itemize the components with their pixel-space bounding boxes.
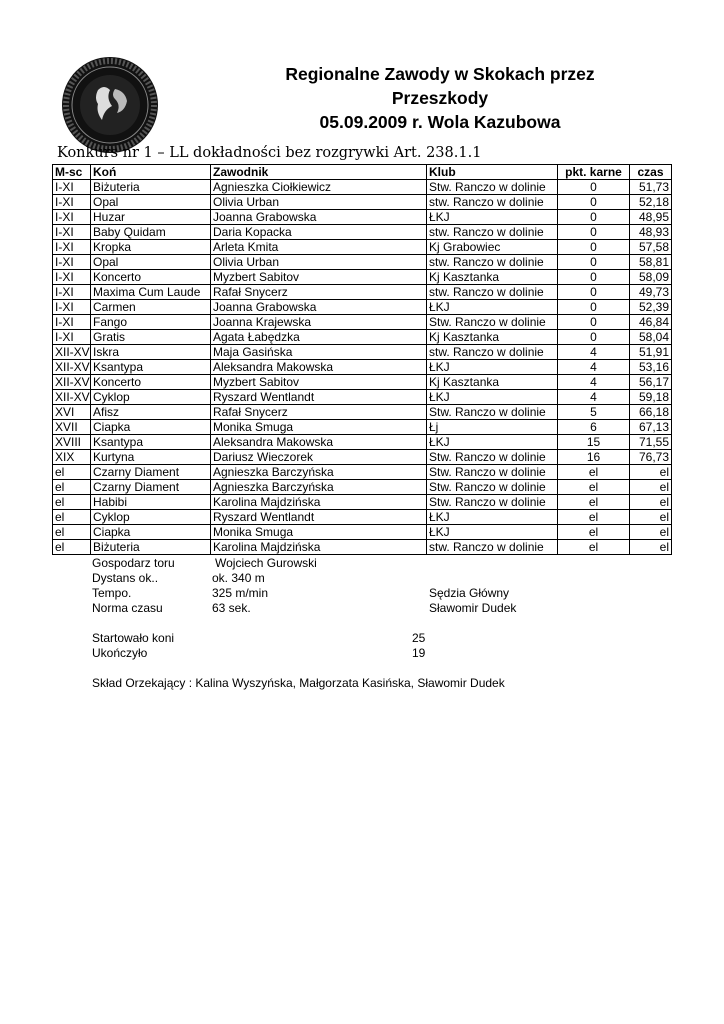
cell-place: XII-XV bbox=[53, 345, 91, 360]
cell-club: ŁKJ bbox=[427, 210, 558, 225]
cell-club: ŁKJ bbox=[427, 525, 558, 540]
cell-horse: Cyklop bbox=[91, 510, 211, 525]
cell-horse: Czarny Diament bbox=[91, 465, 211, 480]
cell-rider: Aleksandra Makowska bbox=[211, 435, 427, 450]
cell-penalty: 0 bbox=[558, 300, 630, 315]
cell-club: stw. Ranczo w dolinie bbox=[427, 540, 558, 555]
cell-rider: Myzbert Sabitov bbox=[211, 270, 427, 285]
cell-horse: Habibi bbox=[91, 495, 211, 510]
table-row bbox=[53, 345, 672, 360]
cell-horse: Carmen bbox=[91, 300, 211, 315]
cell-penalty: 0 bbox=[558, 195, 630, 210]
cell-penalty: 0 bbox=[558, 180, 630, 195]
cell-club: Kj Grabowiec bbox=[427, 240, 558, 255]
cell-rider: Dariusz Wieczorek bbox=[211, 450, 427, 465]
cell-rider: Maja Gasińska bbox=[211, 345, 427, 360]
cell-time: el bbox=[630, 525, 672, 540]
cell-club: stw. Ranczo w dolinie bbox=[427, 225, 558, 240]
table-row bbox=[53, 315, 672, 330]
started-label: Startowało koni bbox=[92, 631, 175, 645]
cell-place: el bbox=[53, 495, 91, 510]
cell-time: el bbox=[630, 480, 672, 495]
cell-penalty: 4 bbox=[558, 360, 630, 375]
time-norm-value: 63 sek. bbox=[212, 601, 251, 615]
cell-horse: Ciapka bbox=[91, 420, 211, 435]
cell-penalty: 5 bbox=[558, 405, 630, 420]
cell-place: el bbox=[53, 525, 91, 540]
cell-club: Stw. Ranczo w dolinie bbox=[427, 180, 558, 195]
cell-horse: Huzar bbox=[91, 210, 211, 225]
cell-rider: Olivia Urban bbox=[211, 255, 427, 270]
cell-rider: Karolina Majdzińska bbox=[211, 540, 427, 555]
cell-penalty: el bbox=[558, 480, 630, 495]
cell-time: 52,39 bbox=[630, 300, 672, 315]
cell-horse: Baby Quidam bbox=[91, 225, 211, 240]
cell-place: el bbox=[53, 465, 91, 480]
cell-time: el bbox=[630, 495, 672, 510]
cell-penalty: el bbox=[558, 495, 630, 510]
cell-penalty: 16 bbox=[558, 450, 630, 465]
cell-penalty: el bbox=[558, 510, 630, 525]
column-header-horse: Koń bbox=[91, 165, 211, 180]
cell-penalty: 0 bbox=[558, 270, 630, 285]
finished-value: 19 bbox=[412, 646, 426, 660]
host-value: Wojciech Gurowski bbox=[215, 556, 317, 570]
cell-place: el bbox=[53, 510, 91, 525]
cell-rider: Aleksandra Makowska bbox=[211, 360, 427, 375]
cell-club: Stw. Ranczo w dolinie bbox=[427, 465, 558, 480]
cell-penalty: 6 bbox=[558, 420, 630, 435]
cell-horse: Biżuteria bbox=[91, 540, 211, 555]
cell-club: ŁKJ bbox=[427, 390, 558, 405]
cell-place: I-XI bbox=[53, 300, 91, 315]
table-row bbox=[53, 465, 672, 480]
cell-rider: Monika Smuga bbox=[211, 525, 427, 540]
cell-rider: Arleta Kmita bbox=[211, 240, 427, 255]
cell-penalty: el bbox=[558, 465, 630, 480]
cell-place: I-XI bbox=[53, 315, 91, 330]
jury-composition: Skład Orzekający : Kalina Wyszyńska, Małgorzata Kasińska, Sławomir Dudek bbox=[92, 676, 505, 690]
cell-time: 49,73 bbox=[630, 285, 672, 300]
cell-penalty: 0 bbox=[558, 225, 630, 240]
cell-time: 76,73 bbox=[630, 450, 672, 465]
table-row bbox=[53, 270, 672, 285]
cell-rider: Rafał Snycerz bbox=[211, 405, 427, 420]
cell-club: ŁKJ bbox=[427, 300, 558, 315]
time-norm-label: Norma czasu bbox=[92, 601, 163, 615]
table-row bbox=[53, 330, 672, 345]
cell-club: Kj Kasztanka bbox=[427, 270, 558, 285]
table-row bbox=[53, 360, 672, 375]
judge-label: Sędzia Główny bbox=[429, 586, 510, 600]
cell-horse: Fango bbox=[91, 315, 211, 330]
table-row bbox=[53, 510, 672, 525]
cell-time: 56,17 bbox=[630, 375, 672, 390]
cell-penalty: el bbox=[558, 540, 630, 555]
cell-rider: Agnieszka Barczyńska bbox=[211, 465, 427, 480]
cell-place: I-XI bbox=[53, 330, 91, 345]
cell-penalty: 4 bbox=[558, 390, 630, 405]
distance-value: ok. 340 m bbox=[212, 571, 265, 585]
table-row bbox=[53, 525, 672, 540]
cell-rider: Joanna Grabowska bbox=[211, 210, 427, 225]
cell-penalty: 4 bbox=[558, 375, 630, 390]
table-row bbox=[53, 480, 672, 495]
results-table bbox=[52, 164, 672, 555]
cell-place: XII-XV bbox=[53, 360, 91, 375]
cell-rider: Joanna Grabowska bbox=[211, 300, 427, 315]
table-row bbox=[53, 405, 672, 420]
column-header-penalty: pkt. karne bbox=[558, 165, 630, 180]
table-row bbox=[53, 255, 672, 270]
cell-place: I-XI bbox=[53, 270, 91, 285]
cell-time: 71,55 bbox=[630, 435, 672, 450]
cell-time: 51,91 bbox=[630, 345, 672, 360]
table-row bbox=[53, 540, 672, 555]
cell-horse: Kropka bbox=[91, 240, 211, 255]
cell-club: ŁKJ bbox=[427, 510, 558, 525]
distance-label: Dystans ok.. bbox=[92, 571, 159, 585]
cell-horse: Biżuteria bbox=[91, 180, 211, 195]
cell-horse: Czarny Diament bbox=[91, 480, 211, 495]
cell-time: 58,09 bbox=[630, 270, 672, 285]
cell-horse: Gratis bbox=[91, 330, 211, 345]
table-row bbox=[53, 225, 672, 240]
cell-rider: Daria Kopacka bbox=[211, 225, 427, 240]
cell-place: XVII bbox=[53, 420, 91, 435]
column-header-rider: Zawodnik bbox=[211, 165, 427, 180]
table-header-row bbox=[53, 165, 672, 180]
cell-penalty: 15 bbox=[558, 435, 630, 450]
table-row bbox=[53, 300, 672, 315]
cell-time: 58,04 bbox=[630, 330, 672, 345]
cell-rider: Myzbert Sabitov bbox=[211, 375, 427, 390]
cell-place: I-XI bbox=[53, 210, 91, 225]
cell-club: stw. Ranczo w dolinie bbox=[427, 195, 558, 210]
cell-place: I-XI bbox=[53, 195, 91, 210]
cell-place: el bbox=[53, 480, 91, 495]
cell-club: Stw. Ranczo w dolinie bbox=[427, 480, 558, 495]
cell-time: el bbox=[630, 510, 672, 525]
finished-label: Ukończyło bbox=[92, 646, 148, 660]
table-row bbox=[53, 210, 672, 225]
column-header-place: M-sc bbox=[53, 165, 91, 180]
cell-penalty: el bbox=[558, 525, 630, 540]
cell-place: el bbox=[53, 540, 91, 555]
cell-club: Łj bbox=[427, 420, 558, 435]
cell-place: XVI bbox=[53, 405, 91, 420]
cell-time: 67,13 bbox=[630, 420, 672, 435]
cell-horse: Cyklop bbox=[91, 390, 211, 405]
cell-rider: Ryszard Wentlandt bbox=[211, 390, 427, 405]
table-row bbox=[53, 375, 672, 390]
cell-time: 51,73 bbox=[630, 180, 672, 195]
cell-club: Stw. Ranczo w dolinie bbox=[427, 450, 558, 465]
cell-time: el bbox=[630, 540, 672, 555]
cell-club: stw. Ranczo w dolinie bbox=[427, 255, 558, 270]
cell-horse: Ksantypa bbox=[91, 360, 211, 375]
cell-club: ŁKJ bbox=[427, 360, 558, 375]
cell-club: Kj Kasztanka bbox=[427, 330, 558, 345]
column-header-time: czas bbox=[630, 165, 672, 180]
cell-horse: Afisz bbox=[91, 405, 211, 420]
cell-place: I-XI bbox=[53, 180, 91, 195]
cell-time: 46,84 bbox=[630, 315, 672, 330]
cell-rider: Rafał Snycerz bbox=[211, 285, 427, 300]
cell-rider: Olivia Urban bbox=[211, 195, 427, 210]
cell-rider: Ryszard Wentlandt bbox=[211, 510, 427, 525]
cell-horse: Opal bbox=[91, 255, 211, 270]
cell-time: 52,18 bbox=[630, 195, 672, 210]
cell-place: XIX bbox=[53, 450, 91, 465]
table-row bbox=[53, 180, 672, 195]
cell-rider: Agnieszka Ciołkiewicz bbox=[211, 180, 427, 195]
host-label: Gospodarz toru bbox=[92, 556, 175, 570]
tempo-label: Tempo. bbox=[92, 586, 132, 600]
cell-time: el bbox=[630, 465, 672, 480]
cell-horse: Opal bbox=[91, 195, 211, 210]
cell-horse: Ksantypa bbox=[91, 435, 211, 450]
cell-time: 66,18 bbox=[630, 405, 672, 420]
cell-rider: Monika Smuga bbox=[211, 420, 427, 435]
table-row bbox=[53, 285, 672, 300]
cell-place: XVIII bbox=[53, 435, 91, 450]
table-row bbox=[53, 450, 672, 465]
cell-club: Stw. Ranczo w dolinie bbox=[427, 405, 558, 420]
cell-horse: Kurtyna bbox=[91, 450, 211, 465]
cell-place: XII-XV bbox=[53, 375, 91, 390]
table-row bbox=[53, 420, 672, 435]
cell-penalty: 0 bbox=[558, 315, 630, 330]
cell-penalty: 0 bbox=[558, 255, 630, 270]
cell-rider: Agnieszka Barczyńska bbox=[211, 480, 427, 495]
tempo-value: 325 m/min bbox=[212, 586, 269, 600]
page-title-date-place: 05.09.2009 r. Wola Kazubowa bbox=[319, 112, 561, 132]
cell-club: ŁKJ bbox=[427, 435, 558, 450]
cell-place: I-XI bbox=[53, 285, 91, 300]
cell-horse: Ciapka bbox=[91, 525, 211, 540]
cell-club: stw. Ranczo w dolinie bbox=[427, 285, 558, 300]
table-row bbox=[53, 240, 672, 255]
started-value: 25 bbox=[412, 631, 426, 645]
cell-club: stw. Ranczo w dolinie bbox=[427, 345, 558, 360]
table-row bbox=[53, 435, 672, 450]
cell-time: 48,95 bbox=[630, 210, 672, 225]
page-title-line2: Przeszkody bbox=[391, 88, 489, 108]
cell-time: 53,16 bbox=[630, 360, 672, 375]
cell-time: 57,58 bbox=[630, 240, 672, 255]
cell-penalty: 0 bbox=[558, 240, 630, 255]
cell-time: 58,81 bbox=[630, 255, 672, 270]
cell-place: I-XI bbox=[53, 255, 91, 270]
cell-rider: Agata Łabędzka bbox=[211, 330, 427, 345]
page-title-line1: Regionalne Zawody w Skokach przez bbox=[285, 64, 595, 84]
cell-horse: Koncerto bbox=[91, 375, 211, 390]
cell-time: 48,93 bbox=[630, 225, 672, 240]
cell-place: I-XI bbox=[53, 225, 91, 240]
judge-name: Sławomir Dudek bbox=[429, 601, 517, 615]
table-row bbox=[53, 195, 672, 210]
competition-subtitle: Konkurs nr 1 – LL dokładności bez rozgrywki Art. 238.1.1 bbox=[57, 145, 482, 161]
cell-horse: Iskra bbox=[91, 345, 211, 360]
cell-penalty: 0 bbox=[558, 330, 630, 345]
table-row bbox=[53, 495, 672, 510]
cell-penalty: 0 bbox=[558, 285, 630, 300]
table-row bbox=[53, 390, 672, 405]
column-header-club: Klub bbox=[427, 165, 558, 180]
cell-club: Kj Kasztanka bbox=[427, 375, 558, 390]
cell-rider: Joanna Krajewska bbox=[211, 315, 427, 330]
club-emblem-icon bbox=[60, 55, 160, 155]
cell-penalty: 4 bbox=[558, 345, 630, 360]
cell-place: I-XI bbox=[53, 240, 91, 255]
cell-place: XII-XV bbox=[53, 390, 91, 405]
cell-club: Stw. Ranczo w dolinie bbox=[427, 495, 558, 510]
cell-horse: Koncerto bbox=[91, 270, 211, 285]
cell-rider: Karolina Majdzińska bbox=[211, 495, 427, 510]
cell-horse: Maxima Cum Laude bbox=[91, 285, 211, 300]
cell-time: 59,18 bbox=[630, 390, 672, 405]
cell-penalty: 0 bbox=[558, 210, 630, 225]
cell-club: Stw. Ranczo w dolinie bbox=[427, 315, 558, 330]
